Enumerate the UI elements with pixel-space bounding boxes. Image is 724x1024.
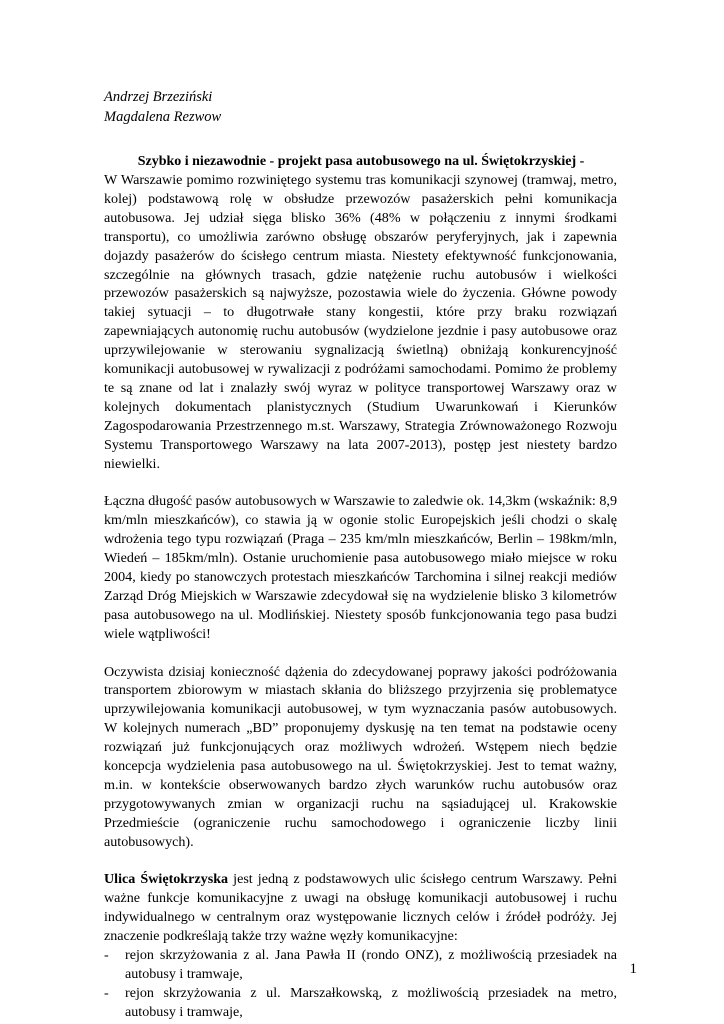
street-name-bold: Ulica Świętokrzyska [104,871,229,888]
body-paragraph: W Warszawie pomimo rozwiniętego systemu tras komunikacji szynowej (tramwaj, metro, kolej) podstawową rolę w obsłudze przewozów pasażerskich pełni komunikacja autobusowa. Jej udział sięga blisko 36% (48% w połączeniu z innymi środkami transportu), co umożliwia zarówno obsługę obszarów peryferyjnych, jak i zapewnia dojazdy pasażerów do ścisłego centrum miasta. Niestety efektywność funkcjonowania, szczególnie na głównych trasach, gdzie natężenie ruchu autobusów i wielkości przewozów pasażerskich są najwyższe, pozostawia wiele do życzenia. Główne powody takiej sytuacji – to długotrwałe stany kongestii, które przy braku rozwiązań zapewniających autonomię ruchu autobusów (wydzielone jezdnie i pasy autobusowe oraz uprzywilejowanie w sterowaniu sygnalizacją świetlną) obniżają konkurencyjność komunikacji autobusowej w rywalizacji z podróżami samochodami. Pomimo że problemy te są znane od lat i znalazły swój wyraz w polityce transportowej Warszawy oraz w kolejnych dokumentach planistycznych (Studium Uwarunkowań i Kierunków Zagospodarowania Przestrzennego m.st. Warszawy, Strategia Zrównoważonego Rozwoju Systemu Transportowego Warszawy na lata 2007-2013), postęp jest niestety bardzo niewielki. [104,172,617,472]
author-name: Andrzej Brzeziński [104,89,213,105]
junction-list [104,946,617,1022]
dash-bullet: - [104,984,109,1001]
body-paragraph: Łączna długość pasów autobusowych w Warszawie to zaledwie ok. 14,3km (wskaźnik: 8,9 km/mln mieszkańców), co stawia ją w ogonie stolic Europejskich jeśli chodzi o skalę wdrożenia tego typu rozwiązań (Praga – 235 km/mln mieszkańców, Berlin – 198km/mln, Wiedeń – 185km/mln). Ostanie uruchomienie pasa autobusowego miało miejsce w roku 2004, kiedy po stanowczych protestach mieszkańców Tarchomina i silnej reakcji mediów Zarząd Dróg Miejskich w Warszawie zdecydował się na wydzielenie blisko 3 kilometrów pasa autobusowego na ul. Modlińskiej. Niestety sposób funkcjonowania tego pasa budzi wiele wątpliwości! [104,493,617,642]
page-number: 1 [629,961,637,977]
street-description-paragraph [104,870,617,946]
article-body [104,171,617,1022]
list-item-text: rejon skrzyżowania z ul. Marszałkowską, z możliwością przesiadek na metro, autobusy i tramwaje, [125,984,617,1020]
dash-bullet: - [104,947,109,964]
author-name: Magdalena Rezwow [104,108,222,125]
article-title: Szybko i niezawodnie - projekt pasa autobusowego na ul. Świętokrzyskiej - [137,154,585,169]
street-description-text: jest jedną z podstawowych ulic ścisłego centrum Warszawy. Pełni ważne funkcje komunikacyjne z uwagi na obsługę komunikacji autobusowej i ruchu indywidualnego w centralnym oraz występowanie licznych celów i źródeł podróży. Jej znaczenie podkreślają także trzy ważne węzły komunikacyjne: [104,871,617,945]
body-paragraph: Oczywista dzisiaj konieczność dążenia do zdecydowanej poprawy jakości podróżowania transportem zbiorowym w miastach skłania do bliższego przyjrzenia się problematyce uprzywilejowania komunikacji autobusowej, w tym wyznaczania pasów autobusowych. W kolejnych numerach „BD” proponujemy dyskusję na ten temat na podstawie oceny rozwiązań już funkcjonujących oraz możliwych wdrożeń. Wstępem niech będzie koncepcja wydzielenia pasa autobusowego na ul. Świętokrzyskiej. Jest to temat ważny, m.in. w kontekście obserwowanych bardzo złych warunków ruchu autobusów oraz przygotowywanych zmian w organizacji ruchu na sąsiadującej ul. Krakowskie Przedmieście (ograniczenie ruchu samochodowego i ograniczenie liczby linii autobusowych). [104,663,617,850]
list-item [104,946,617,984]
author-list [104,88,221,127]
list-item-text: rejon skrzyżowania z al. Jana Pawła II (rondo ONZ), z możliwością przesiadek na autobusy i tramwaje, [125,947,617,983]
list-item [104,984,617,1022]
